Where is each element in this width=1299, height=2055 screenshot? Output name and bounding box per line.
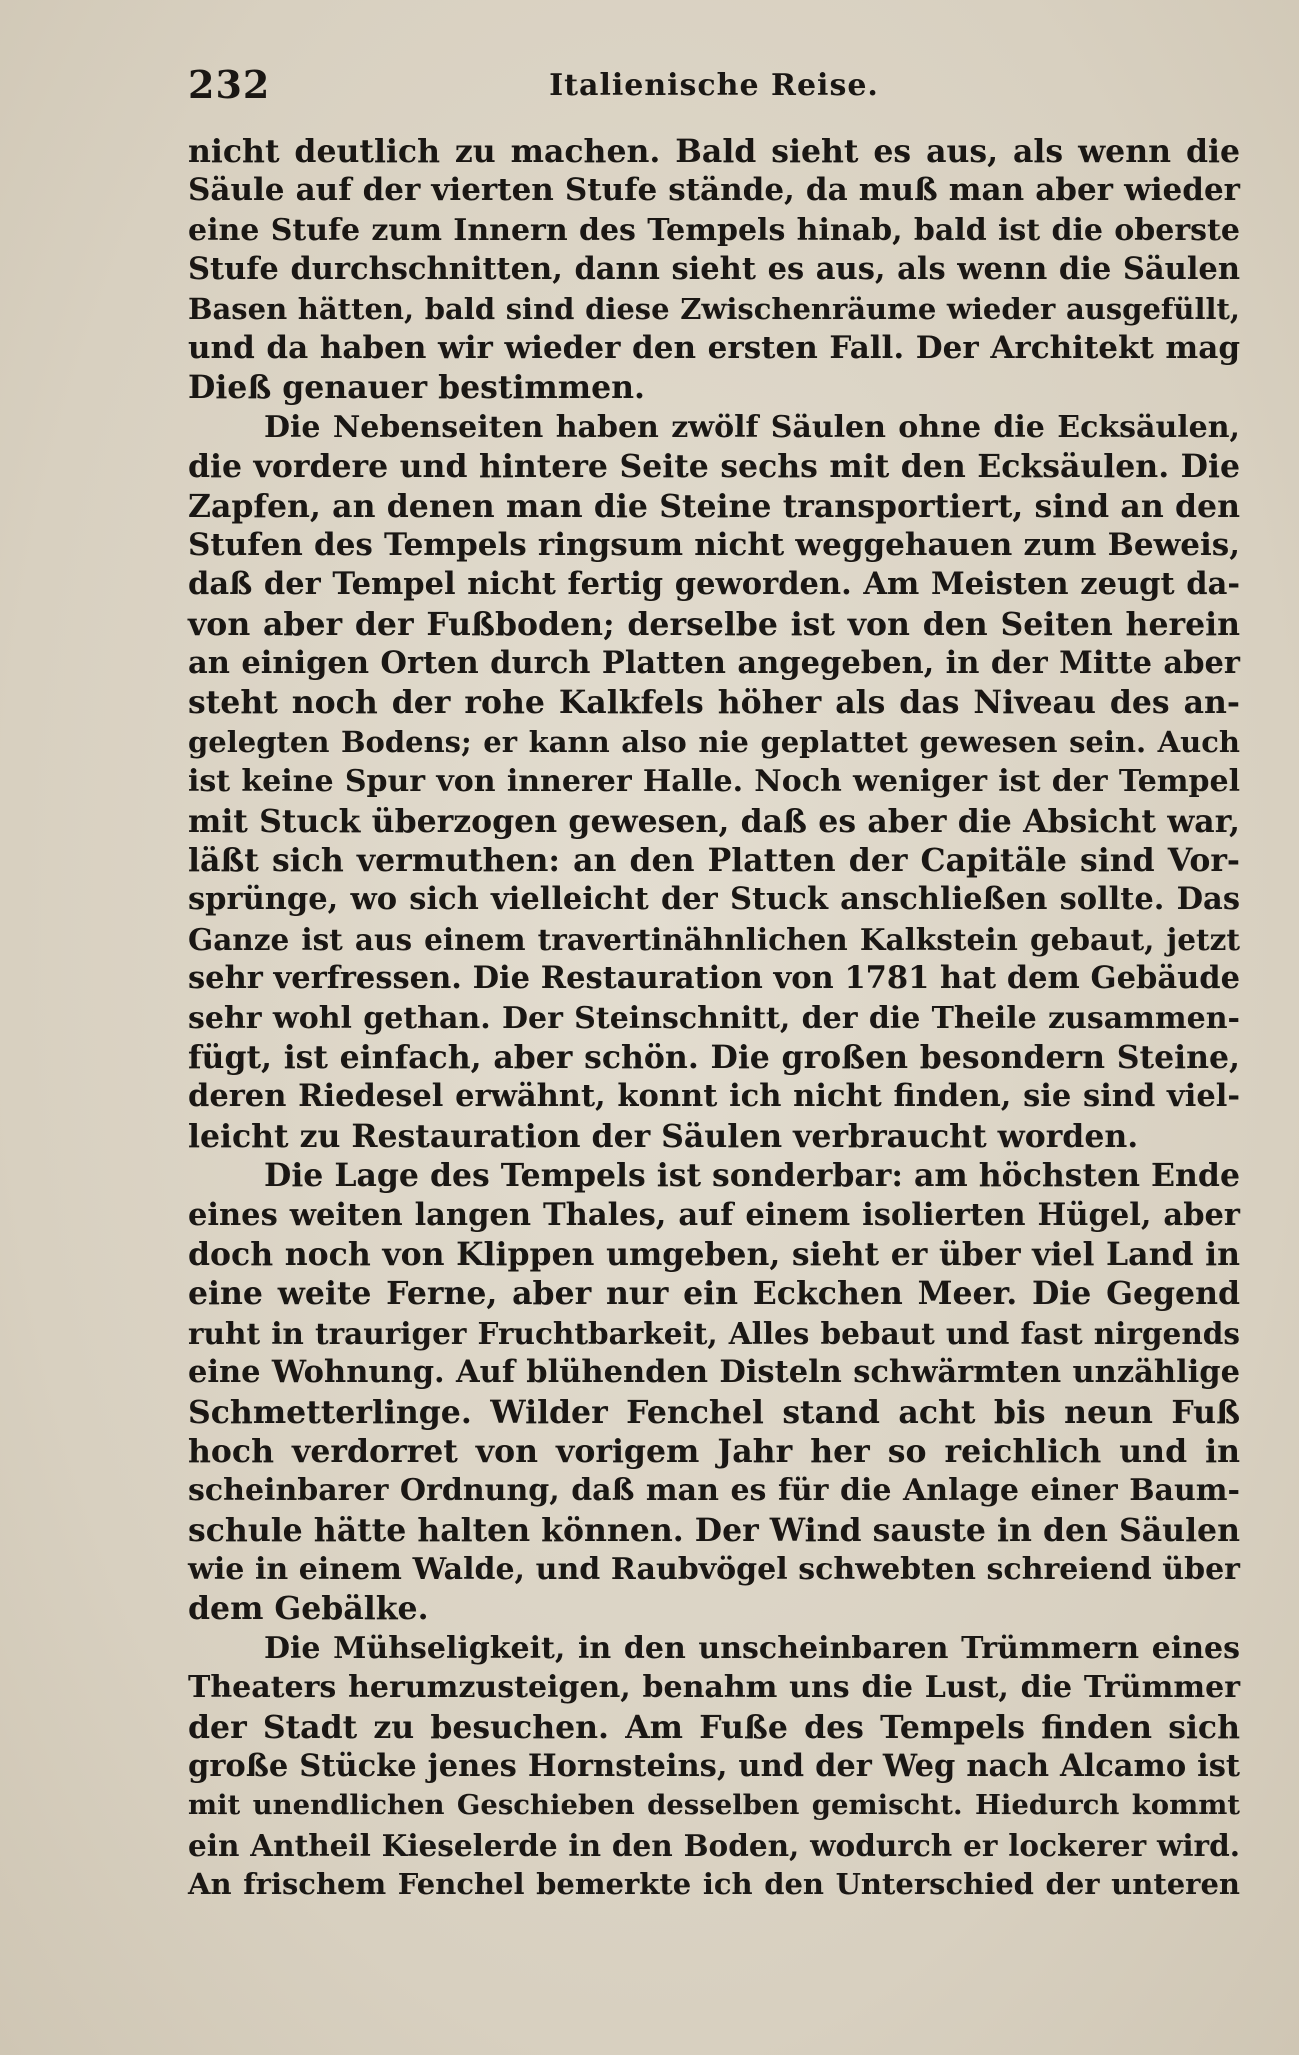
text-line: fügt, ist einfach, aber schön. Die großen besondern Steine, — [188, 1038, 1240, 1076]
text-line: Dieß genauer bestimmen. — [188, 369, 645, 407]
text-line: Schmetterlinge. Wilder Fenchel stand acht bis neun Fuß — [188, 1393, 1240, 1431]
text-line: und da haben wir wieder den ersten Fall. Der Architekt mag — [188, 329, 1240, 366]
page-header — [188, 62, 1240, 112]
text-line: steht noch der rohe Kalkfels höher als das Niveau des an- — [188, 684, 1240, 722]
text-line: wie in einem Walde, und Raubvögel schwebten schreiend über — [188, 1552, 1240, 1588]
text-line: daß der Tempel nicht fertig geworden. Am Meisten zeugt da- — [188, 566, 1240, 603]
text-line: an einigen Orten durch Platten angegeben, in der Mitte aber — [188, 645, 1240, 682]
text-line: Basen hätten, bald sind diese Zwischenräume wieder ausgefüllt, — [188, 291, 1240, 326]
text-line: hoch verdorret von vorigem Jahr her so reichlich und in — [188, 1432, 1240, 1470]
text-line: An frischem Fenchel bemerkte ich den Unterschied der unteren — [188, 1867, 1240, 1902]
text-line: ruht in trauriger Fruchtbarkeit, Alles bebaut und fast nirgends — [188, 1315, 1240, 1351]
text-line: eines weiten langen Thales, auf einem isolierten Hügel, aber — [188, 1196, 1240, 1233]
text-line: dem Gebälke. — [188, 1590, 429, 1628]
text-line: mit unendlichen Geschieben desselben gemischt. Hiedurch kommt — [188, 1789, 1240, 1822]
text-line: leicht zu Restauration der Säulen verbraucht worden. — [188, 1117, 1139, 1155]
text-line: Stufen des Tempels ringsum nicht weggehauen zum Beweis, — [188, 526, 1240, 563]
text-line: Die Nebenseiten haben zwölf Säulen ohne die Ecksäulen, — [264, 409, 1240, 445]
text-line: von aber der Fußboden; derselbe ist von den Seiten herein — [188, 605, 1240, 643]
text-line: Zapfen, an denen man die Steine transportiert, sind an den — [188, 487, 1240, 525]
text-line: große Stücke jenes Hornsteins, und der Weg nach Alcamo ist — [188, 1748, 1240, 1785]
text-line: mit Stuck überzogen gewesen, daß es aber die Absicht war, — [188, 802, 1240, 840]
text-line: sprünge, wo sich vielleicht der Stuck anschließen sollte. Das — [188, 881, 1240, 918]
text-line: Stufe durchschnitten, dann sieht es aus, als wenn die Säulen — [188, 251, 1240, 288]
text-line: ist keine Spur von innerer Halle. Noch weniger ist der Tempel — [188, 764, 1240, 800]
body-text — [188, 132, 1240, 1905]
text-line: deren Riedesel erwähnt, konnt ich nicht finden, sie sind viel- — [188, 1078, 1240, 1115]
text-line: eine Stufe zum Innern des Tempels hinab, bald ist die oberste — [188, 212, 1240, 248]
text-line: sehr wohl gethan. Der Steinschnitt, der die Theile zusammen- — [188, 1000, 1240, 1036]
text-line: eine weite Ferne, aber nur ein Eckchen Meer. Die Gegend — [188, 1275, 1240, 1313]
text-line: scheinbarer Ordnung, daß man es für die Anlage einer Baum- — [188, 1473, 1240, 1509]
text-line: Die Mühseligkeit, in den unscheinbaren Trümmern eines — [264, 1630, 1240, 1666]
text-line: nicht deutlich zu machen. Bald sieht es aus, als wenn die — [188, 133, 1240, 170]
text-line: doch noch von Klippen umgeben, sieht er über viel Land in — [188, 1235, 1240, 1273]
text-line: ein Antheil Kieselerde in den Boden, wodurch er lockerer wird. — [188, 1827, 1240, 1863]
text-line: Ganze ist aus einem travertinähnlichen Kalkstein gebaut, jetzt — [188, 921, 1240, 957]
text-line: gelegten Bodens; er kann also nie geplattet gewesen sein. Auch — [188, 724, 1240, 759]
text-line: die vordere und hintere Seite sechs mit den Ecksäulen. Die — [188, 448, 1240, 486]
text-line: sehr verfressen. Die Restauration von 1781 hat dem Gebäude — [188, 960, 1240, 997]
page-number: 232 — [188, 62, 271, 107]
text-line: Theaters herumzusteigen, benahm uns die Lust, die Trümmer — [188, 1670, 1240, 1706]
running-title: Italienische Reise. — [549, 68, 879, 103]
text-line: schule hätte halten können. Der Wind sauste in den Säulen — [188, 1511, 1240, 1549]
text-line: Säule auf der vierten Stufe stände, da muß man aber wieder — [188, 172, 1240, 209]
text-line: der Stadt zu besuchen. Am Fuße des Tempels finden sich — [188, 1708, 1240, 1746]
text-line: läßt sich vermuthen: an den Platten der Capitäle sind Vor- — [188, 842, 1240, 880]
text-line: eine Wohnung. Auf blühenden Disteln schwärmten unzählige — [188, 1354, 1240, 1391]
text-line: Die Lage des Tempels ist sonderbar: am höchsten Ende — [264, 1157, 1240, 1195]
